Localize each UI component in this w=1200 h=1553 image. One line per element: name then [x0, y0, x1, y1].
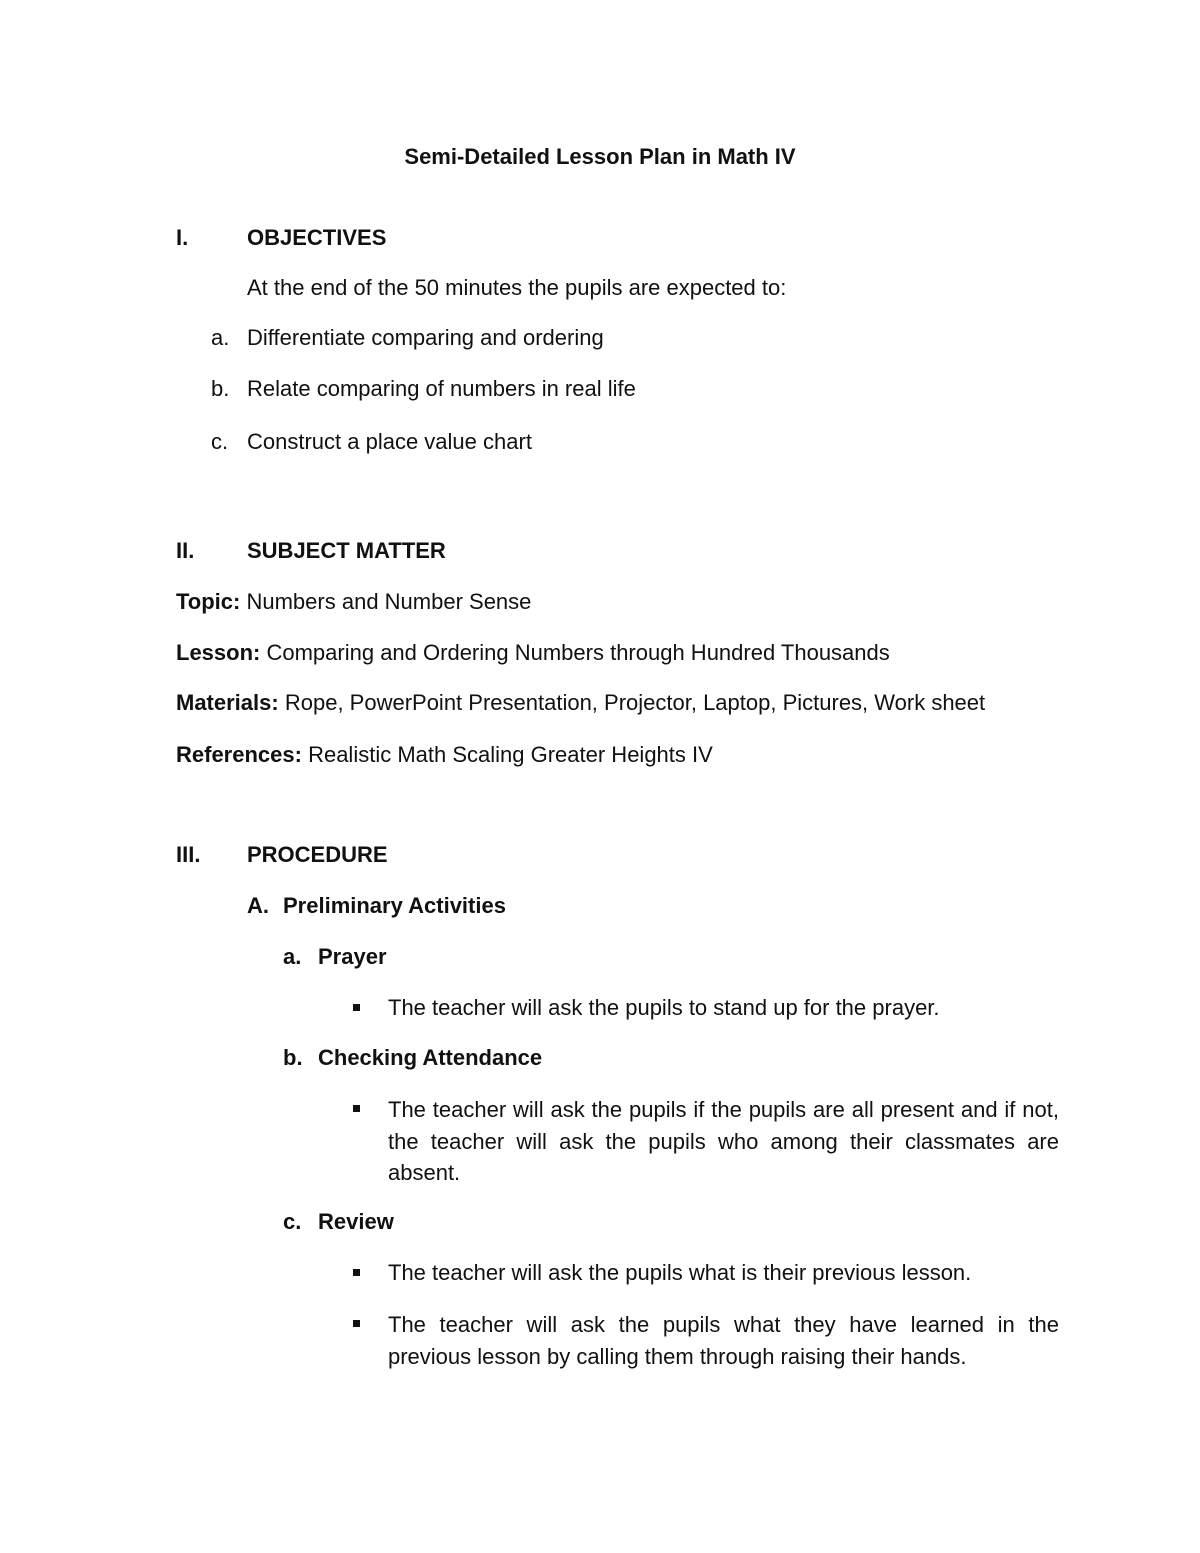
prayer-heading: Prayer: [318, 944, 387, 969]
objective-item: Construct a place value chart: [247, 429, 532, 454]
attendance-marker: b.: [283, 1045, 303, 1070]
document-title: Semi-Detailed Lesson Plan in Math IV: [404, 144, 796, 169]
subject-matter-heading: SUBJECT MATTER: [247, 538, 446, 563]
objective-item: Relate comparing of numbers in real life: [247, 376, 636, 401]
review-heading: Review: [318, 1209, 394, 1234]
objective-marker: b.: [211, 376, 230, 401]
materials-label: Materials:: [176, 690, 279, 715]
objective-marker: a.: [211, 325, 230, 350]
section-a-heading: Preliminary Activities: [283, 893, 506, 918]
bullet-icon: [353, 1004, 360, 1011]
section-a-marker: A.: [247, 893, 269, 918]
topic-label: Topic:: [176, 589, 241, 614]
objective-item: Differentiate comparing and ordering: [247, 325, 604, 350]
procedure-heading: PROCEDURE: [247, 842, 388, 867]
objectives-intro: At the end of the 50 minutes the pupils are expected to:: [247, 275, 787, 300]
materials-line: [176, 688, 985, 718]
references-value: Realistic Math Scaling Greater Heights IV: [308, 742, 713, 767]
bullet-icon: [353, 1105, 360, 1112]
objective-marker: c.: [211, 429, 229, 454]
review-bullet-text: The teacher will ask the pupils what is their previous lesson.: [388, 1260, 972, 1285]
subject-matter-numeral: II.: [176, 538, 195, 563]
prayer-bullet-text: The teacher will ask the pupils to stand up for the prayer.: [388, 995, 940, 1020]
objectives-numeral: I.: [176, 225, 189, 250]
references-line: [176, 740, 713, 770]
review-marker: c.: [283, 1209, 302, 1234]
topic-value: Numbers and Number Sense: [246, 589, 532, 614]
objectives-heading: OBJECTIVES: [247, 225, 387, 250]
attendance-bullet-text: The teacher will ask the pupils if the pupils are all present and if not, the teacher will ask the pupils who among their classmates are absent.: [388, 1097, 1059, 1185]
bullet-icon: [353, 1269, 360, 1276]
review-bullet-text: The teacher will ask the pupils what they have learned in the previous lesson by calling them through raising their hands.: [388, 1312, 1059, 1369]
bullet-icon: [353, 1320, 360, 1327]
prayer-marker: a.: [283, 944, 302, 969]
materials-value: Rope, PowerPoint Presentation, Projector, Laptop, Pictures, Work sheet: [284, 690, 986, 715]
lesson-line: [176, 638, 890, 668]
lesson-label: Lesson:: [176, 640, 261, 665]
procedure-numeral: III.: [176, 842, 201, 867]
references-label: References:: [176, 742, 302, 767]
attendance-heading: Checking Attendance: [318, 1045, 543, 1070]
lesson-value: Comparing and Ordering Numbers through Hundred Thousands: [266, 640, 890, 665]
topic-line: [176, 587, 531, 617]
